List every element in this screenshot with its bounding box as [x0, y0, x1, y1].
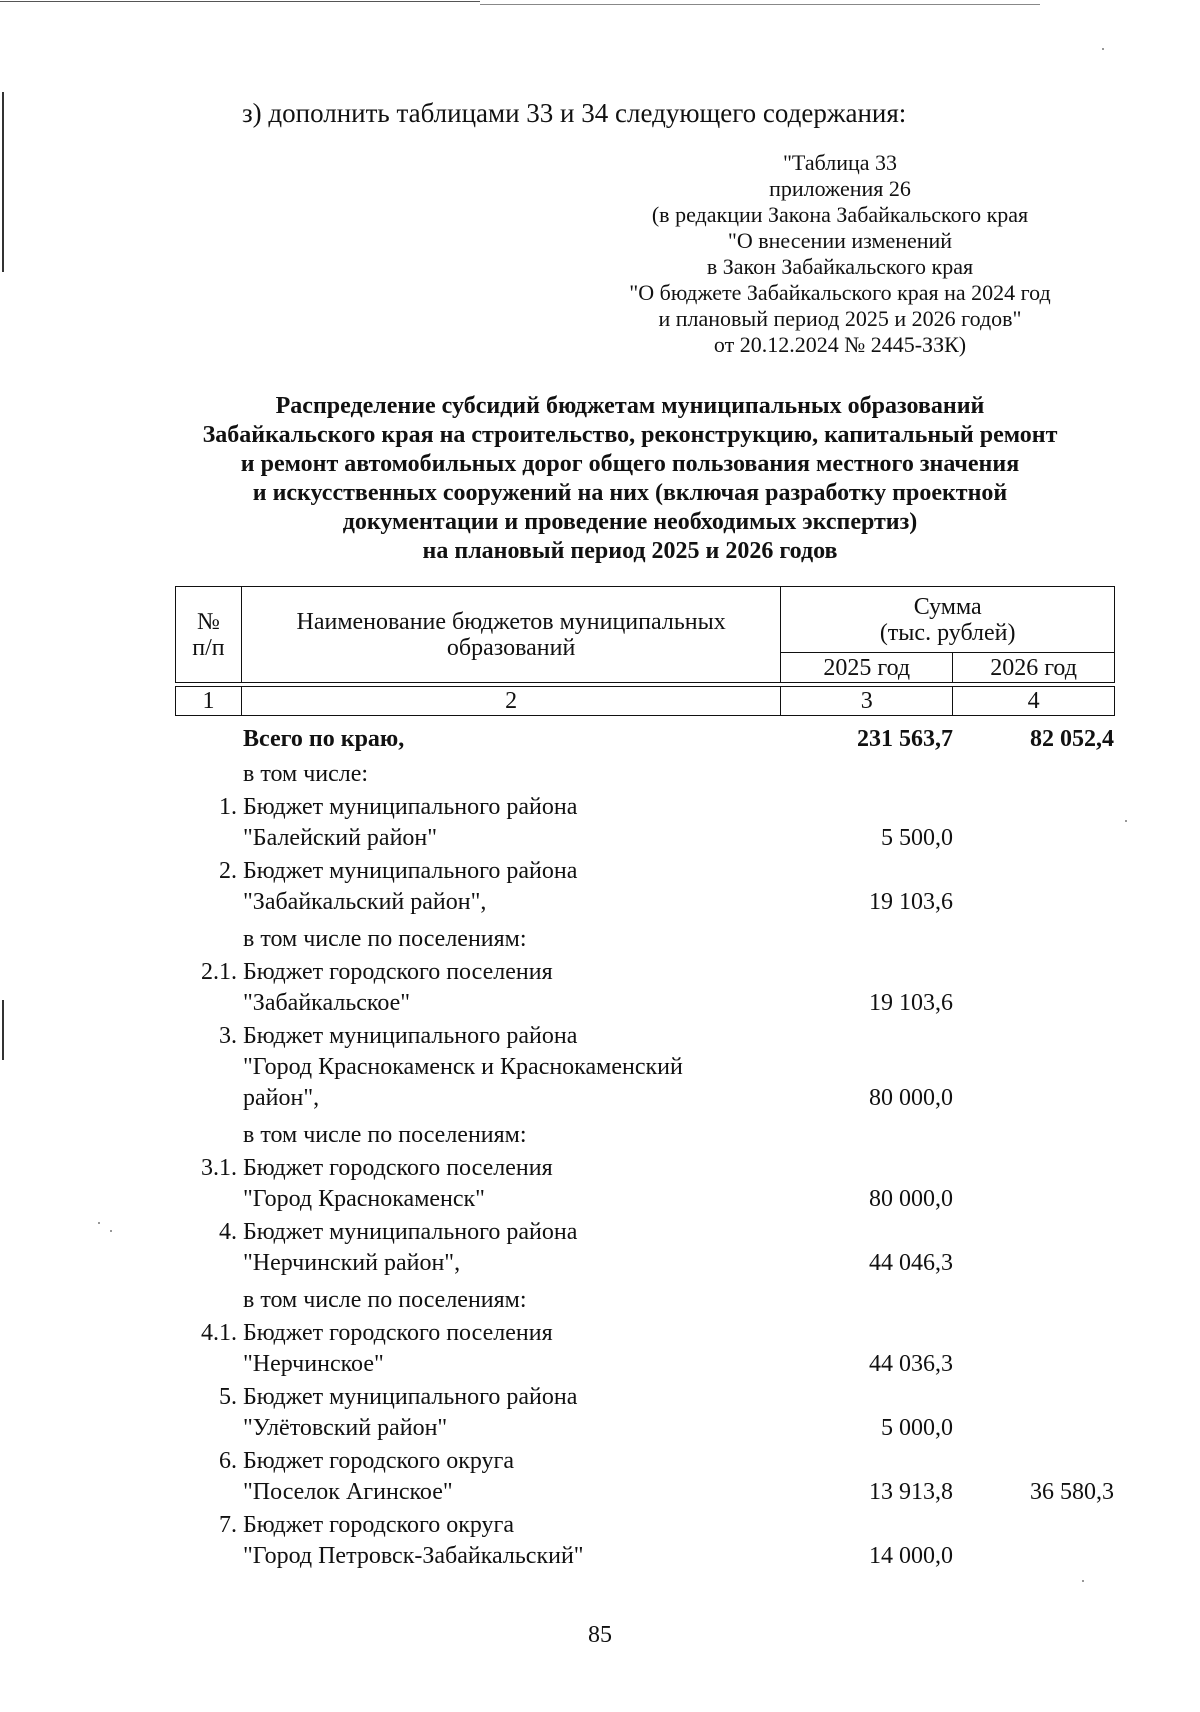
scan-speck — [98, 1222, 100, 1224]
row-name — [241, 957, 781, 1019]
row-name-line: "Нерчинский район", — [243, 1250, 461, 1276]
table-caption — [560, 150, 1120, 358]
table-row — [175, 1153, 1115, 1215]
row-name-line: "Город Краснокаменск" — [243, 1186, 485, 1212]
title-line: Забайкальского края на строительство, реконструкцию, капитальный ремонт — [202, 422, 1058, 448]
row-name-line: "Забайкальский район", — [243, 889, 487, 915]
table-row — [175, 856, 1115, 918]
row-number: 3.1. — [201, 1155, 237, 1181]
row-number: 7. — [219, 1512, 237, 1538]
row-name-line: Бюджет муниципального района — [243, 1219, 578, 1245]
scan-speck — [1125, 820, 1127, 822]
row-amount-2026: 36 580,3 — [1030, 1479, 1114, 1505]
table-row — [175, 1217, 1115, 1279]
row-name-line: "Город Краснокаменск и Краснокаменский — [243, 1054, 683, 1080]
table-row — [175, 957, 1115, 1019]
scan-edge-line — [480, 4, 1040, 5]
title-line: на плановый период 2025 и 2026 годов — [422, 538, 838, 564]
row-name-line: в том числе: — [243, 761, 369, 787]
row-amount-2025: 19 103,6 — [869, 889, 953, 915]
header-sum-line: Сумма — [913, 593, 982, 620]
scan-speck — [1082, 1580, 1084, 1582]
row-name — [241, 1021, 781, 1114]
row-name-line: Бюджет городского округа — [243, 1448, 515, 1474]
row-amount-2025: 44 046,3 — [869, 1250, 953, 1276]
table-row — [175, 1318, 1115, 1380]
row-name — [241, 856, 781, 918]
row-name-line: в том числе по поселениям: — [243, 926, 527, 952]
document-title — [150, 392, 1110, 566]
table-row — [175, 1285, 1115, 1316]
row-name — [241, 1285, 781, 1316]
row-name-line: в том числе по поселениям: — [243, 1287, 527, 1313]
row-amount-2025: 19 103,6 — [869, 990, 953, 1016]
row-number: 2. — [219, 858, 237, 884]
row-name — [241, 1217, 781, 1279]
caption-line: приложения 26 — [769, 176, 911, 201]
table-row — [175, 1510, 1115, 1572]
row-name — [241, 924, 781, 955]
row-amount-2026: 82 052,4 — [1030, 726, 1114, 752]
scan-speck — [1102, 48, 1104, 50]
row-name-line: в том числе по поселениям: — [243, 1122, 527, 1148]
header-sum-cell — [781, 587, 1115, 653]
scan-edge-mark — [2, 92, 4, 272]
intro-text: з) дополнить таблицами 33 и 34 следующего содержания: — [242, 98, 907, 128]
row-amount-2025: 80 000,0 — [869, 1186, 953, 1212]
row-amount-2025: 14 000,0 — [869, 1543, 953, 1569]
row-name — [241, 1318, 781, 1380]
row-name — [241, 792, 781, 854]
row-name-line: Бюджет городского поселения — [243, 1155, 553, 1181]
row-amount-2025: 5 000,0 — [881, 1415, 953, 1441]
row-name-line: Бюджет муниципального района — [243, 1023, 578, 1049]
row-amount-2025: 80 000,0 — [869, 1085, 953, 1111]
row-name-line: район", — [243, 1085, 320, 1111]
header-number-line: № — [197, 608, 220, 635]
caption-line: (в редакции Закона Забайкальского края — [651, 202, 1029, 227]
table-body — [175, 724, 1115, 1572]
title-line: и искусственных сооружений на них (включая разработку проектной — [252, 480, 1008, 506]
row-number: 4.1. — [201, 1320, 237, 1346]
page-number: 85 — [588, 1622, 612, 1648]
caption-line: и плановый период 2025 и 2026 годов" — [658, 306, 1022, 331]
row-amount-2025: 231 563,7 — [857, 726, 953, 752]
header-number-cell — [176, 587, 242, 683]
header-number-line: п/п — [192, 634, 225, 661]
header-sum-line: (тыс. рублей) — [879, 619, 1016, 646]
scan-edge-mark — [2, 1000, 4, 1060]
title-line: и ремонт автомобильных дорог общего пользования местного значения — [240, 451, 1020, 477]
row-number: 4. — [219, 1219, 237, 1245]
row-name-line: "Поселок Агинское" — [243, 1479, 453, 1505]
row-amount-2025: 13 913,8 — [869, 1479, 953, 1505]
column-number: 2 — [241, 687, 780, 716]
row-name-line: Бюджет муниципального района — [243, 858, 578, 884]
row-name-line: Всего по краю, — [243, 726, 405, 752]
caption-line: "О внесении изменений — [727, 228, 953, 253]
row-name — [241, 1120, 781, 1151]
scan-speck — [110, 1230, 112, 1232]
header-year-2025: 2025 год — [781, 653, 953, 683]
table-row — [175, 759, 1115, 790]
row-number: 1. — [219, 794, 237, 820]
row-name — [241, 1153, 781, 1215]
row-name-line: "Балейский район" — [243, 825, 438, 851]
row-number: 3. — [219, 1023, 237, 1049]
header-name-cell — [241, 587, 780, 683]
row-name — [241, 724, 781, 755]
table-header — [175, 586, 1115, 683]
header-name-line: образований — [446, 634, 576, 661]
row-name — [241, 1382, 781, 1444]
title-line: Распределение субсидий бюджетам муниципальных образований — [275, 393, 985, 419]
row-number: 6. — [219, 1448, 237, 1474]
header-year-2026: 2026 год — [953, 653, 1115, 683]
table-row — [175, 924, 1115, 955]
table-row — [175, 1446, 1115, 1508]
row-name-line: "Улётовский район" — [243, 1415, 448, 1441]
title-line: документации и проведение необходимых экспертиз) — [342, 509, 918, 535]
row-name-line: Бюджет муниципального района — [243, 794, 578, 820]
column-number-row — [175, 686, 1115, 716]
caption-line: от 20.12.2024 № 2445-ЗЗК) — [713, 332, 967, 357]
table-row — [175, 724, 1115, 755]
table-row — [175, 792, 1115, 854]
table-row — [175, 1021, 1115, 1114]
column-number: 1 — [176, 687, 242, 716]
row-name-line: "Забайкальское" — [243, 990, 411, 1016]
table-row — [175, 1120, 1115, 1151]
caption-line: "Таблица 33 — [782, 150, 898, 175]
scan-edge-line — [0, 1, 480, 2]
row-name-line: Бюджет городского поселения — [243, 1320, 553, 1346]
row-name-line: Бюджет городского округа — [243, 1512, 515, 1538]
caption-line: в Закон Забайкальского края — [706, 254, 974, 279]
row-amount-2025: 44 036,3 — [869, 1351, 953, 1377]
row-name — [241, 1510, 781, 1572]
row-name-line: Бюджет городского поселения — [243, 959, 553, 985]
row-number: 2.1. — [201, 959, 237, 985]
caption-line: "О бюджете Забайкальского края на 2024 год — [629, 280, 1051, 305]
table-row — [175, 1382, 1115, 1444]
row-amount-2025: 5 500,0 — [881, 825, 953, 851]
row-number: 5. — [219, 1384, 237, 1410]
row-name-line: "Нерчинское" — [243, 1351, 384, 1377]
column-number: 4 — [953, 687, 1115, 716]
row-name-line: "Город Петровск-Забайкальский" — [243, 1543, 584, 1569]
column-number: 3 — [781, 687, 953, 716]
row-name — [241, 1446, 781, 1508]
header-name-line: Наименование бюджетов муниципальных — [296, 608, 726, 635]
row-name-line: Бюджет муниципального района — [243, 1384, 578, 1410]
row-name — [241, 759, 781, 790]
